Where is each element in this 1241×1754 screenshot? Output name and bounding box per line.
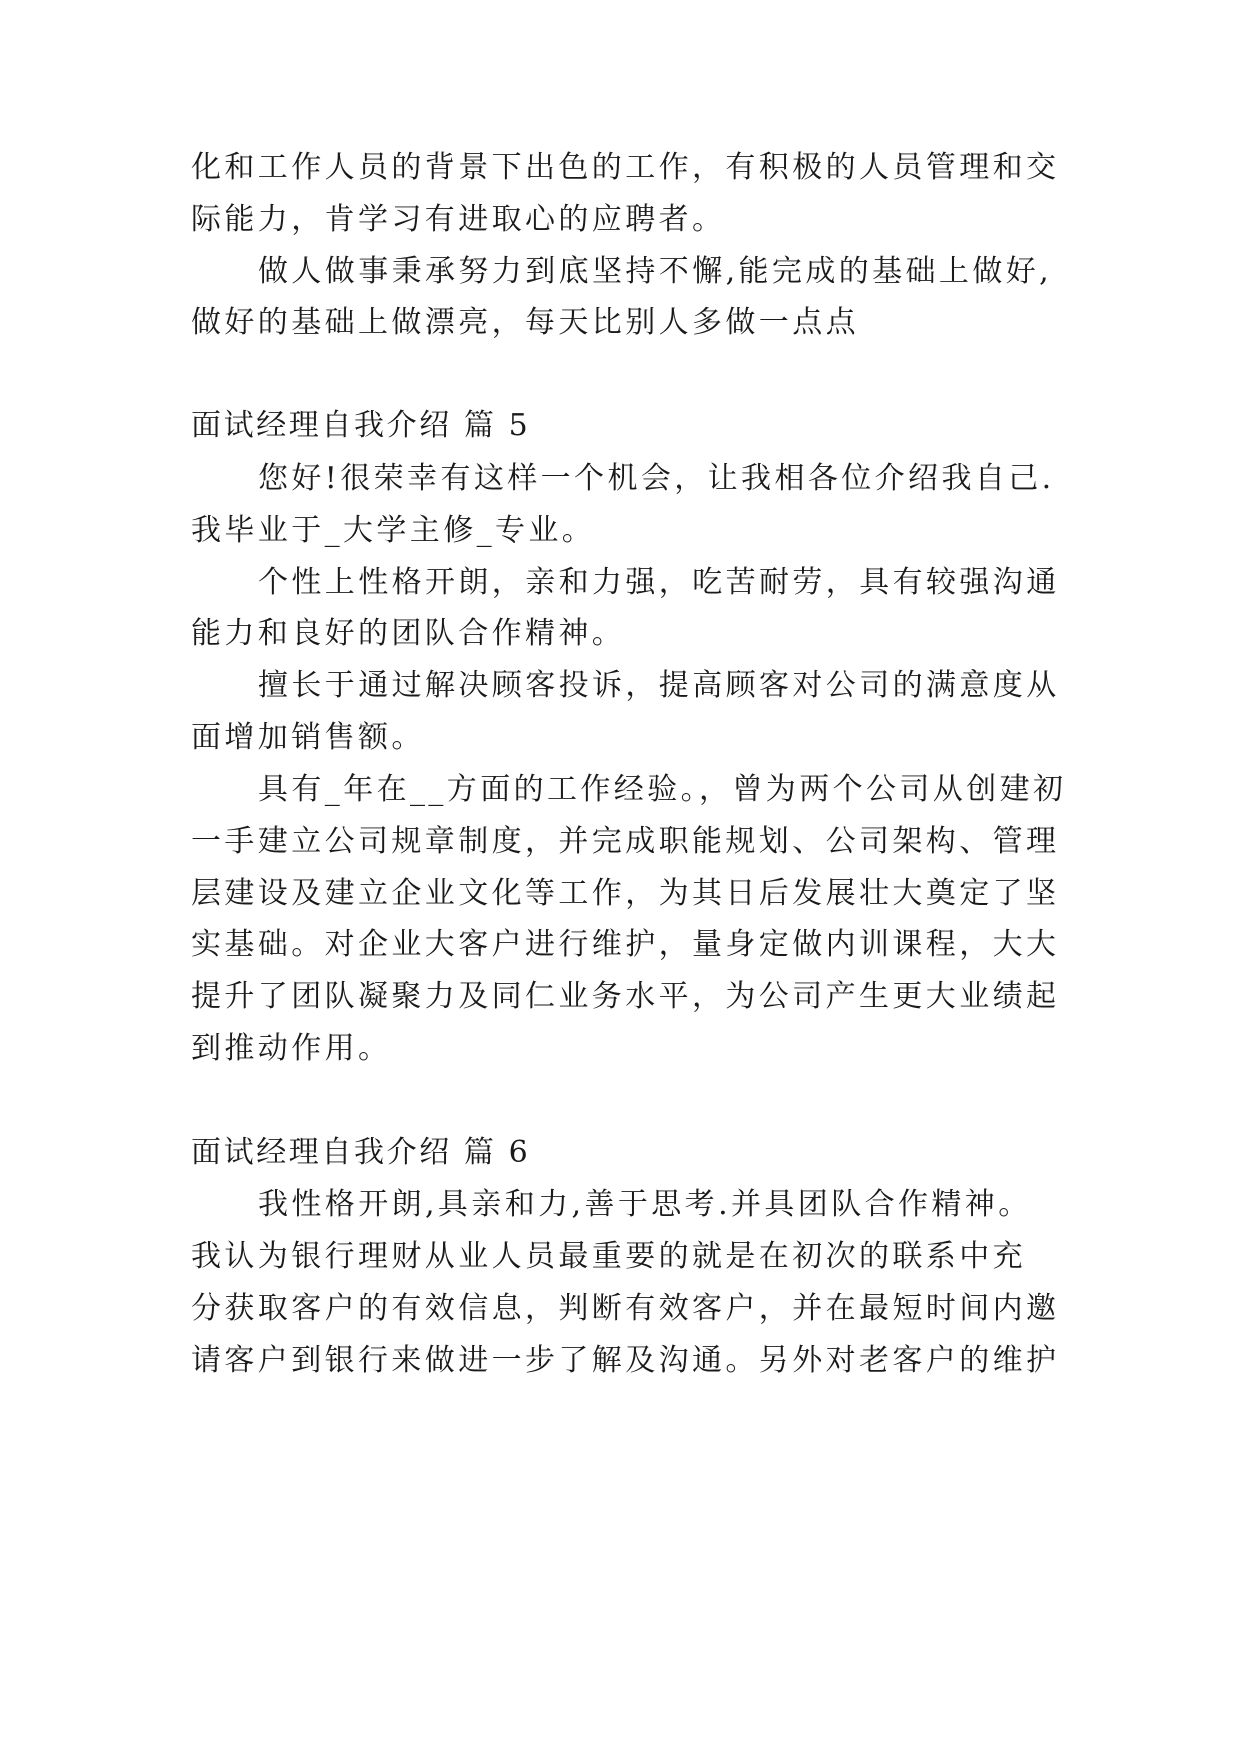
paragraph-line: 请客户到银行来做进一步了解及沟通。另外对老客户的维护 — [191, 1343, 1060, 1378]
paragraph-line: 分获取客户的有效信息，判断有效客户，并在最短时间内邀 — [191, 1291, 1060, 1326]
paragraph-line: 做好的基础上做漂亮，每天比别人多做一点点 — [191, 305, 859, 340]
paragraph-line: 提升了团队凝聚力及同仁业务水平，为公司产生更大业绩起 — [191, 979, 1060, 1014]
paragraph-line: 我性格开朗,具亲和力,善于思考.并具团队合作精神。 — [258, 1187, 1032, 1222]
paragraph-line: 一手建立公司规章制度，并完成职能规划、公司架构、管理 — [191, 824, 1060, 859]
section-heading: 面试经理自我介绍 篇 5 — [191, 408, 531, 443]
paragraph-line: 能力和良好的团队合作精神。 — [191, 616, 626, 651]
paragraph-line: 面增加销售额。 — [191, 720, 425, 755]
paragraph-line: 具有_年在__方面的工作经验。，曾为两个公司从创建初 — [258, 772, 1067, 807]
paragraph-line: 做人做事秉承努力到底坚持不懈,能完成的基础上做好, — [258, 254, 1053, 289]
paragraph-line: 化和工作人员的背景下出色的工作，有积极的人员管理和交 — [191, 150, 1060, 185]
section-heading: 面试经理自我介绍 篇 6 — [191, 1135, 531, 1170]
paragraph-line: 我毕业于_大学主修_专业。 — [191, 513, 596, 548]
paragraph-line: 实基础。对企业大客户进行维护，量身定做内训课程，大大 — [191, 927, 1060, 962]
paragraph-line: 际能力，肯学习有进取心的应聘者。 — [191, 202, 726, 237]
paragraph-line: 您好!很荣幸有这样一个机会，让我相各位介绍我自己. — [258, 461, 1055, 496]
paragraph-line: 我认为银行理财从业人员最重要的就是在初次的联系中充 — [191, 1239, 1026, 1274]
paragraph-line: 擅长于通过解决顾客投诉，提高顾客对公司的满意度从 — [258, 668, 1060, 703]
paragraph-line: 个性上性格开朗，亲和力强，吃苦耐劳，具有较强沟通 — [258, 565, 1060, 600]
paragraph-line: 到推动作用。 — [191, 1031, 392, 1066]
paragraph-line: 层建设及建立企业文化等工作，为其日后发展壮大奠定了坚 — [191, 876, 1060, 911]
